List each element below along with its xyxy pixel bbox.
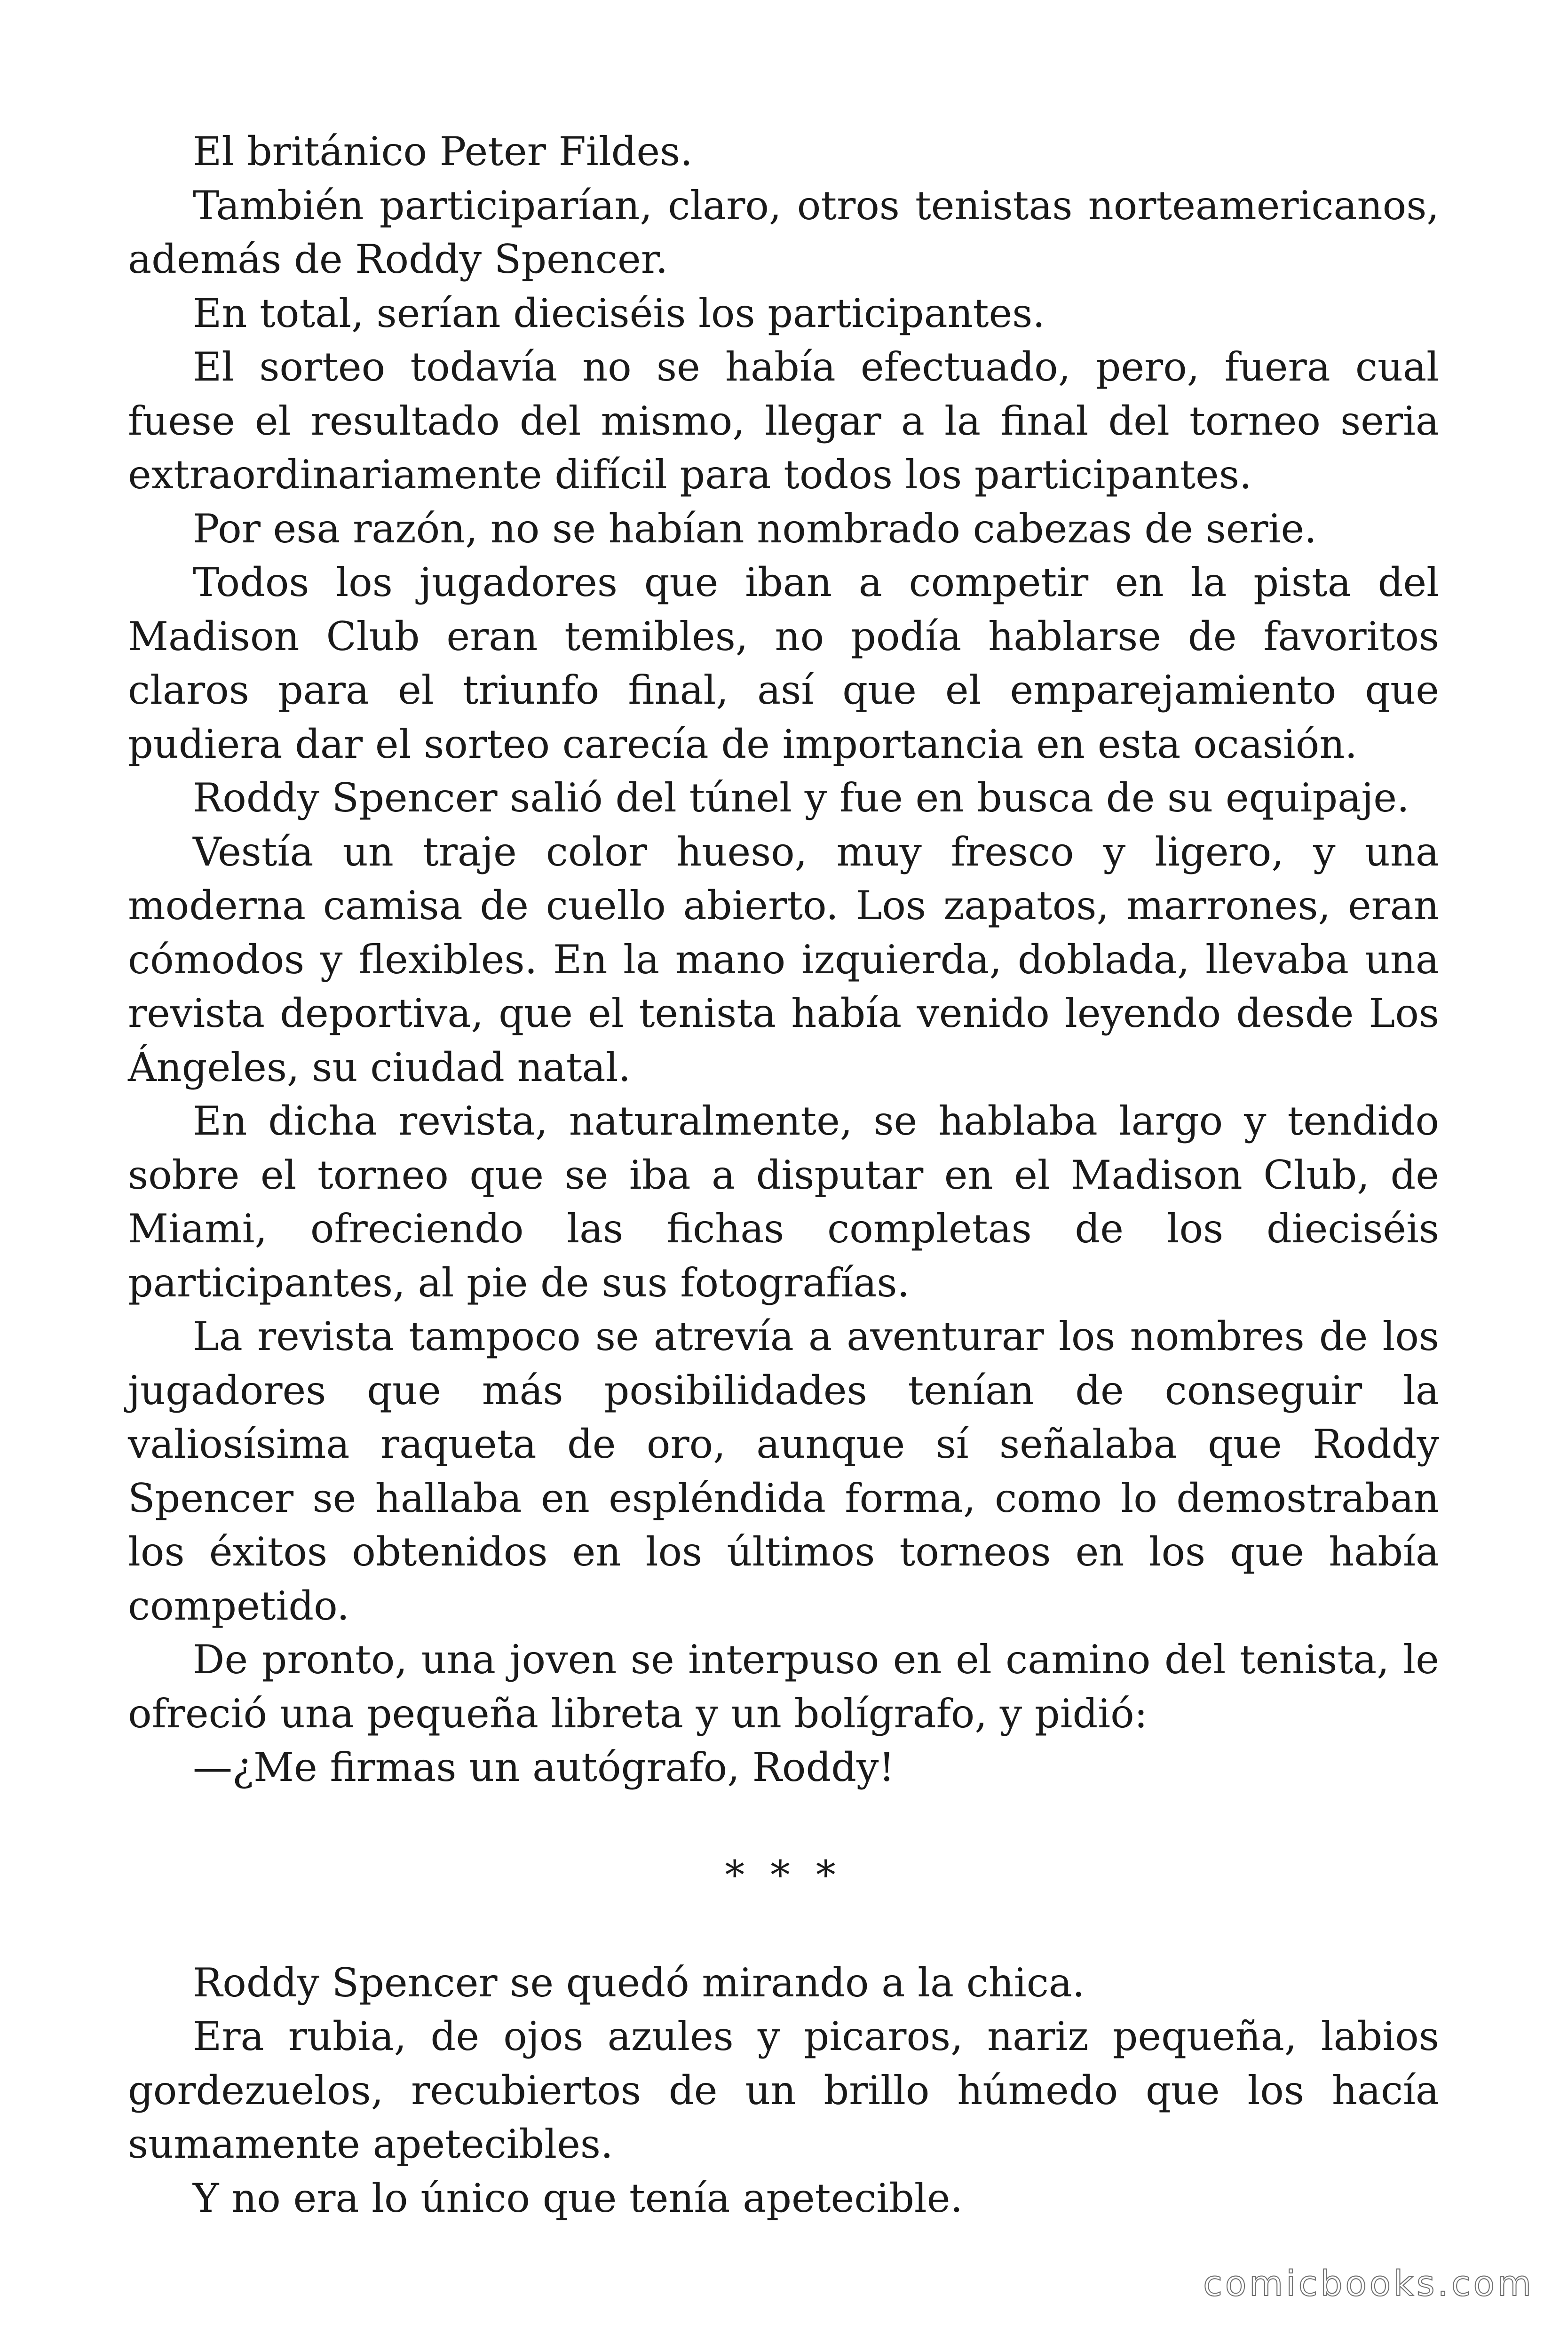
paragraph: Por esa razón, no se habían nombrado cabezas de serie. (193, 505, 1317, 552)
paragraph: Y no era lo único que tenía apetecible. (193, 2175, 963, 2221)
paragraph: Roddy Spencer se quedó mirando a la chica. (193, 1959, 1085, 2006)
paragraph: La revista tampoco se atrevía a aventurar los nombres de los jugadores que más posibilidades tenían de conseguir la valiosísima raqueta de oro, aunque sí señalaba que Roddy Spencer se hallaba en espléndida forma, como lo demostraban los éxitos obtenidos en los últimos torneos en los que había competido. (128, 1313, 1439, 1629)
watermark-text: comicbooks.com (1203, 2264, 1534, 2304)
paragraph: —¿Me firmas un autógrafo, Roddy! (193, 1744, 895, 1790)
paragraph: En dicha revista, naturalmente, se hablaba largo y tendido sobre el torneo que se iba a disputar en el Madison Club, de Miami, ofreciendo las fichas completas de los dieciséis participantes, al pie de sus fotografías. (128, 1098, 1439, 1306)
paragraph: El sorteo todavía no se había efectuado, pero, fuera cual fuese el resultado del mismo, llegar a la final del torneo seria extraordinariamente difícil para todos los participantes. (128, 344, 1439, 498)
paragraph: Todos los jugadores que iban a competir en la pista del Madison Club eran temibles, no podía hablarse de favoritos claros para el triunfo final, así que el emparejamiento que pudiera dar el sorteo carecía de importancia en esta ocasión. (128, 559, 1439, 767)
paragraph: Era rubia, de ojos azules y picaros, nariz pequeña, labios gordezuelos, recubiertos de un brillo húmedo que los hacía sumamente apetecibles. (128, 2013, 1439, 2167)
paragraph: También participarían, claro, otros tenistas norteamericanos, además de Roddy Spencer. (128, 182, 1439, 282)
page-text (128, 125, 1439, 2225)
scene-separator: * * * (725, 1851, 842, 1898)
paragraph: En total, serían dieciséis los participantes. (193, 290, 1045, 336)
paragraph: El británico Peter Fildes. (193, 128, 693, 175)
paragraph: Vestía un traje color hueso, muy fresco y ligero, y una moderna camisa de cuello abierto. Los zapatos, marrones, eran cómodos y flexibles. En la mano izquierda, doblada, llevaba una revista deportiva, que el tenista había venido leyendo desde Los Ángeles, su ciudad natal. (128, 828, 1439, 1090)
paragraph: De pronto, una joven se interpuso en el camino del tenista, le ofreció una pequeña libreta y un bolígrafo, y pidió: (128, 1637, 1439, 1737)
paragraph: Roddy Spencer salió del túnel y fue en busca de su equipaje. (193, 775, 1410, 821)
